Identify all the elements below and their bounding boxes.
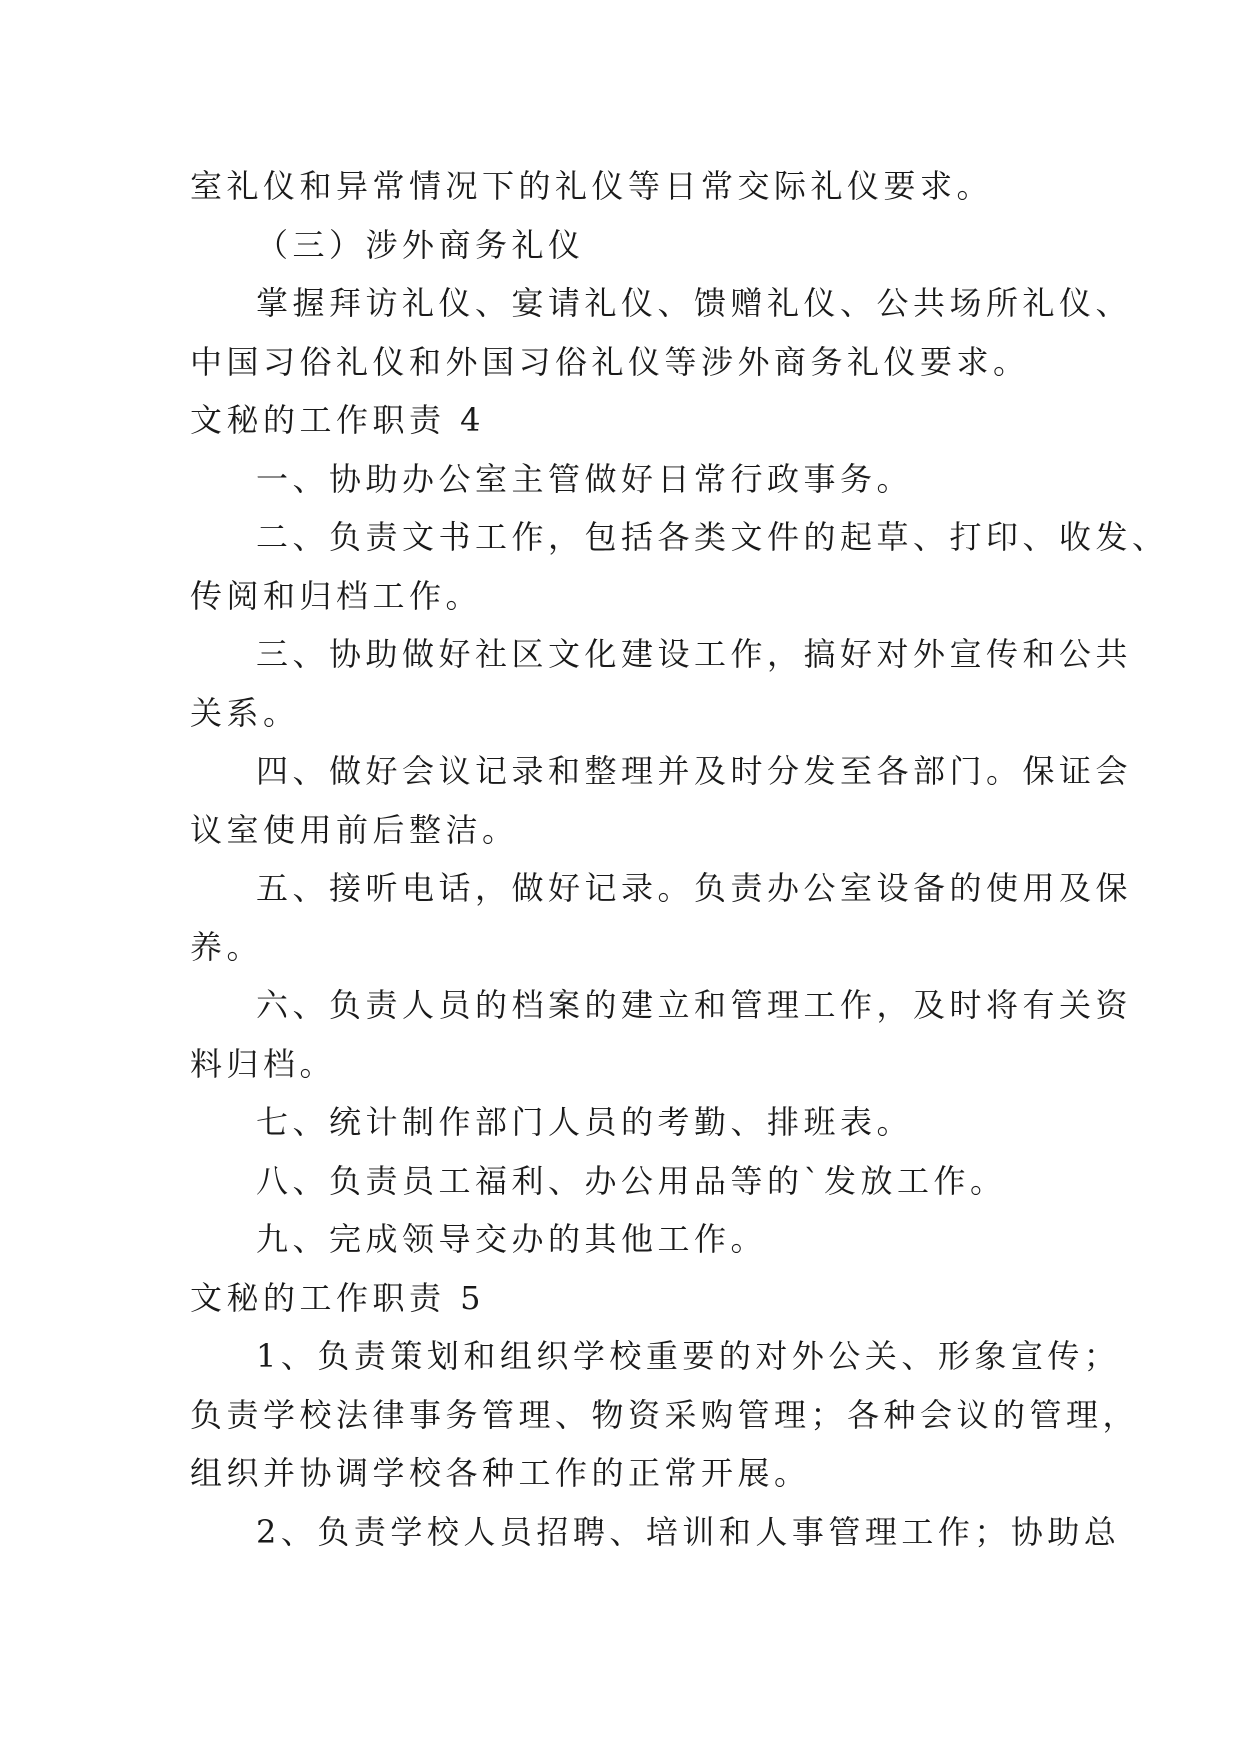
list-item: 七、统计制作部门人员的考勤、排班表。: [256, 1103, 914, 1141]
list-item: 四、做好会议记录和整理并及时分发至各部门。保证会: [256, 752, 1133, 790]
document-body: [190, 157, 1169, 1561]
section-heading: （三）涉外商务礼仪: [256, 225, 585, 264]
list-item: 1、负责策划和组织学校重要的对外公关、形象宣传；: [256, 1337, 1121, 1375]
list-item: 一、协助办公室主管做好日常行政事务。: [256, 459, 914, 498]
list-item: 五、接听电话，做好记录。负责办公室设备的使用及保: [256, 869, 1133, 907]
list-item-continuation: 负责学校法律事务管理、物资采购管理；各种会议的管理，: [190, 1395, 1140, 1434]
text-line: 室礼仪和异常情况下的礼仪等日常交际礼仪要求。: [190, 167, 994, 205]
list-item-continuation: 关系。: [190, 693, 300, 732]
list-item: 六、负责人员的档案的建立和管理工作，及时将有关资: [256, 986, 1133, 1024]
list-item-continuation: 养。: [190, 927, 264, 966]
list-item: 八、负责员工福利、办公用品等的`发放工作。: [256, 1161, 1007, 1200]
section-title: 文秘的工作职责 5: [190, 1278, 486, 1317]
list-item-continuation: 传阅和归档工作。: [190, 576, 483, 615]
list-item-continuation: 料归档。: [190, 1044, 337, 1083]
text-line: 掌握拜访礼仪、宴请礼仪、馈赠礼仪、公共场所礼仪、: [256, 284, 1133, 322]
list-item: 2、负责学校人员招聘、培训和人事管理工作；协助总: [256, 1512, 1121, 1551]
list-item: 三、协助做好社区文化建设工作，搞好对外宣传和公共: [256, 635, 1133, 673]
text-line: 中国习俗礼仪和外国习俗礼仪等涉外商务礼仪要求。: [190, 342, 1030, 381]
list-item: 九、完成领导交办的其他工作。: [256, 1220, 768, 1258]
list-item: 二、负责文书工作，包括各类文件的起草、打印、收发、: [256, 518, 1169, 556]
list-item-continuation: 议室使用前后整洁。: [190, 810, 519, 849]
section-title: 文秘的工作职责 4: [190, 401, 486, 439]
list-item-continuation: 组织并协调学校各种工作的正常开展。: [190, 1454, 811, 1492]
